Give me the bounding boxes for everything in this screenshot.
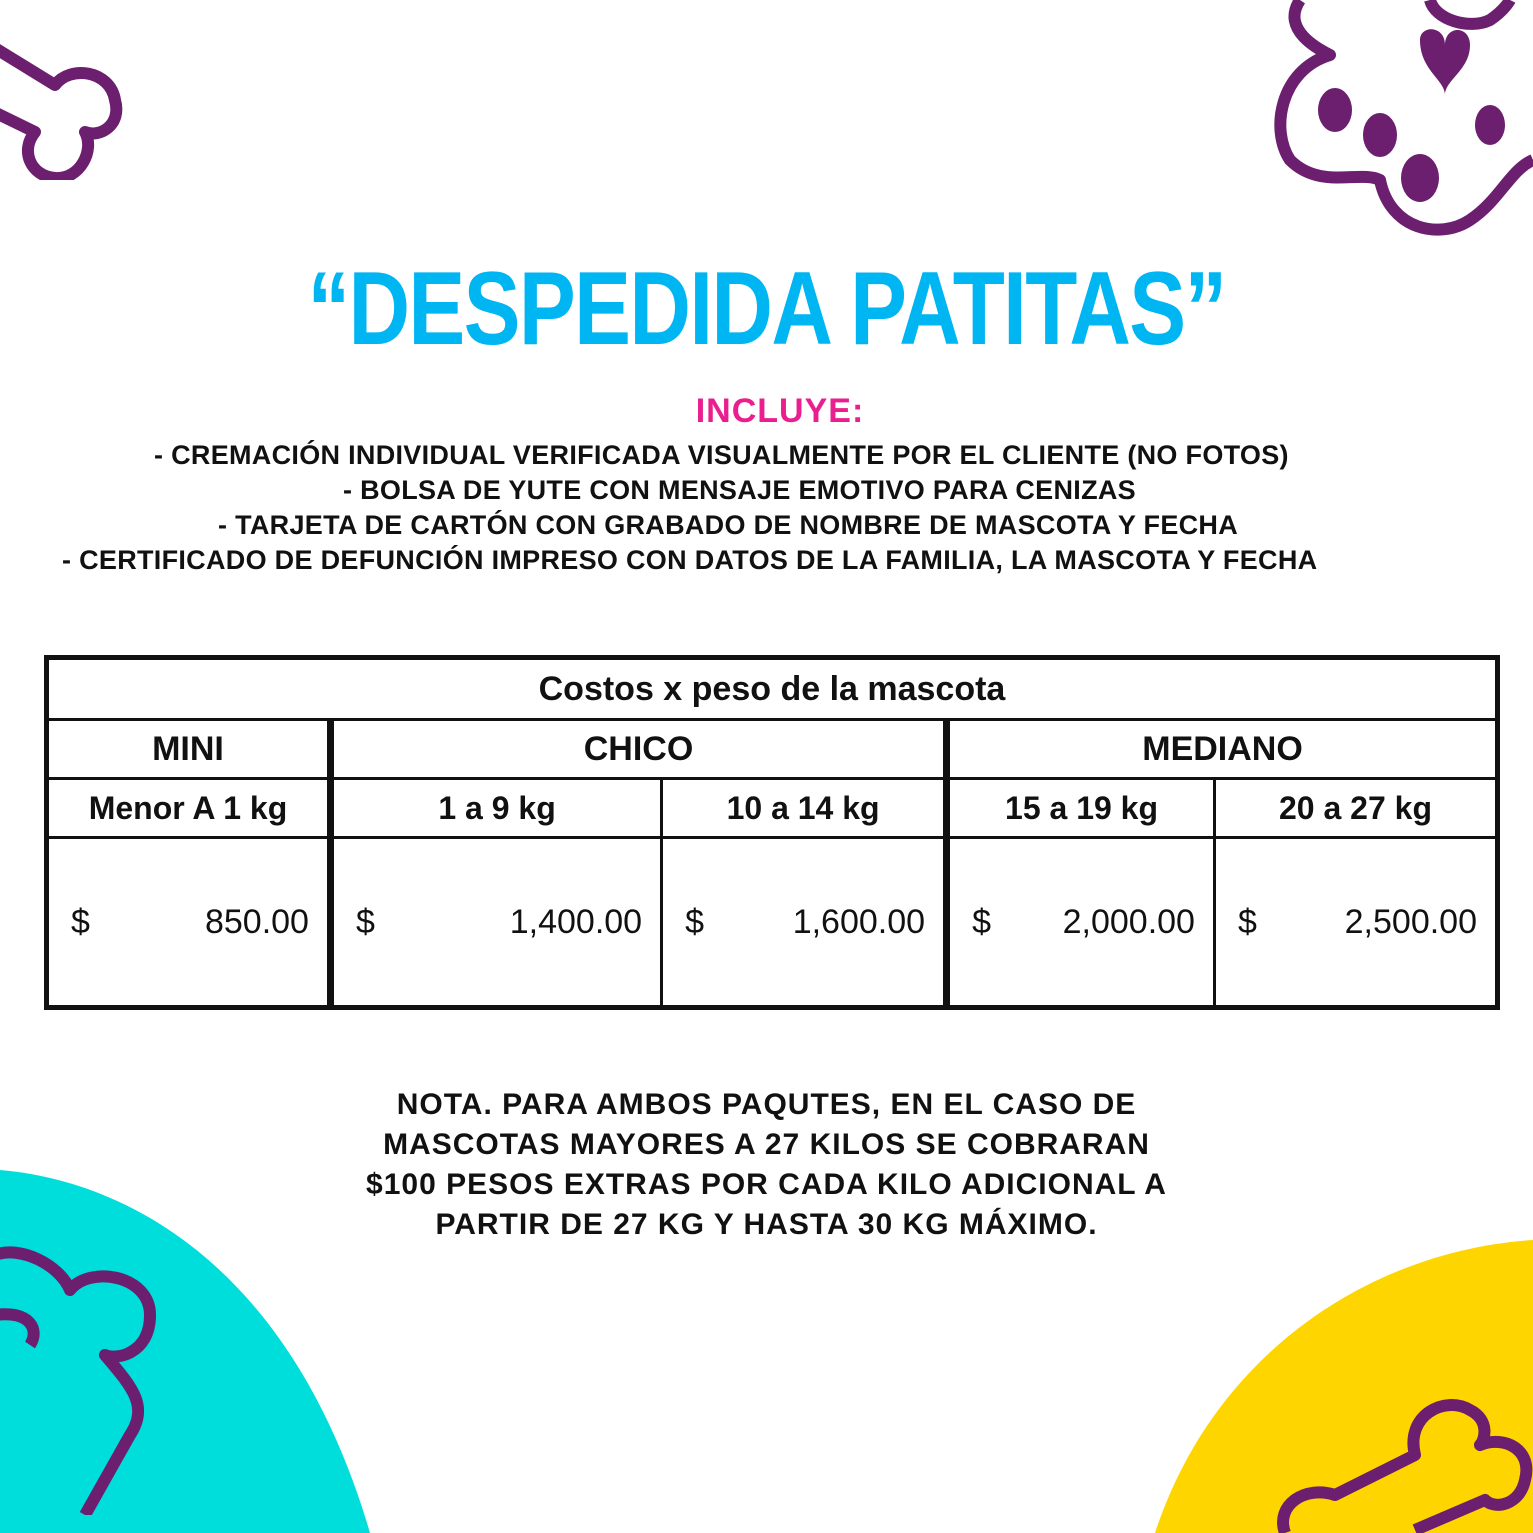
include-item: - CREMACIÓN INDIVIDUAL VERIFICADA VISUALMENTE POR EL CLIENTE (NO FOTOS)	[154, 440, 1289, 470]
price-cell	[947, 838, 1215, 1008]
currency-symbol: $	[355, 902, 375, 941]
price-value: 1,600.00	[792, 902, 926, 941]
note-line: NOTA. PARA AMBOS PAQUTES, EN EL CASO DE	[396, 1088, 1137, 1121]
table-title: Costos x peso de la mascota	[47, 658, 1498, 720]
note-line: MASCOTAS MAYORES A 27 KILOS SE COBRARAN	[383, 1128, 1150, 1161]
price-table	[44, 655, 1500, 1010]
currency-symbol: $	[1237, 902, 1257, 941]
price-cell	[47, 838, 331, 1008]
page-title: “DESPEDIDA PATITAS”	[307, 251, 1226, 367]
price-cell	[662, 838, 947, 1008]
weight-range: 20 a 27 kg	[1214, 779, 1497, 838]
note-line: PARTIR DE 27 KG Y HASTA 30 KG MÁXIMO.	[435, 1208, 1098, 1241]
weight-range: 15 a 19 kg	[947, 779, 1215, 838]
weight-range: 1 a 9 kg	[330, 779, 661, 838]
includes-heading: INCLUYE:	[695, 392, 865, 430]
note-line: $100 PESOS EXTRAS POR CADA KILO ADICIONAL A	[366, 1168, 1167, 1201]
price-cell	[1214, 838, 1497, 1008]
bone-icon	[0, 20, 140, 180]
price-cell	[330, 838, 661, 1008]
price-value: 2,500.00	[1344, 902, 1477, 941]
include-item: - CERTIFICADO DE DEFUNCIÓN IMPRESO CON DATOS DE LA FAMILIA, LA MASCOTA Y FECHA	[62, 545, 1318, 575]
category-mini: MINI	[47, 720, 331, 779]
weight-range: 10 a 14 kg	[662, 779, 947, 838]
price-value: 850.00	[204, 902, 309, 941]
paw-heart-icon	[1260, 0, 1533, 250]
category-mediano: MEDIANO	[947, 720, 1498, 779]
include-item: - BOLSA DE YUTE CON MENSAJE EMOTIVO PARA CENIZAS	[343, 475, 1136, 505]
note-text	[0, 1085, 1533, 1245]
include-item: - TARJETA DE CARTÓN CON GRABADO DE NOMBRE DE MASCOTA Y FECHA	[218, 510, 1239, 540]
bone-icon	[1275, 1395, 1533, 1533]
currency-symbol: $	[685, 902, 705, 941]
price-value: 1,400.00	[509, 902, 643, 941]
weight-range: Menor A 1 kg	[47, 779, 331, 838]
category-chico: CHICO	[330, 720, 946, 779]
currency-symbol: $	[71, 902, 90, 941]
bone-icon	[0, 1245, 200, 1515]
currency-symbol: $	[972, 902, 991, 941]
price-value: 2,000.00	[1062, 902, 1195, 941]
